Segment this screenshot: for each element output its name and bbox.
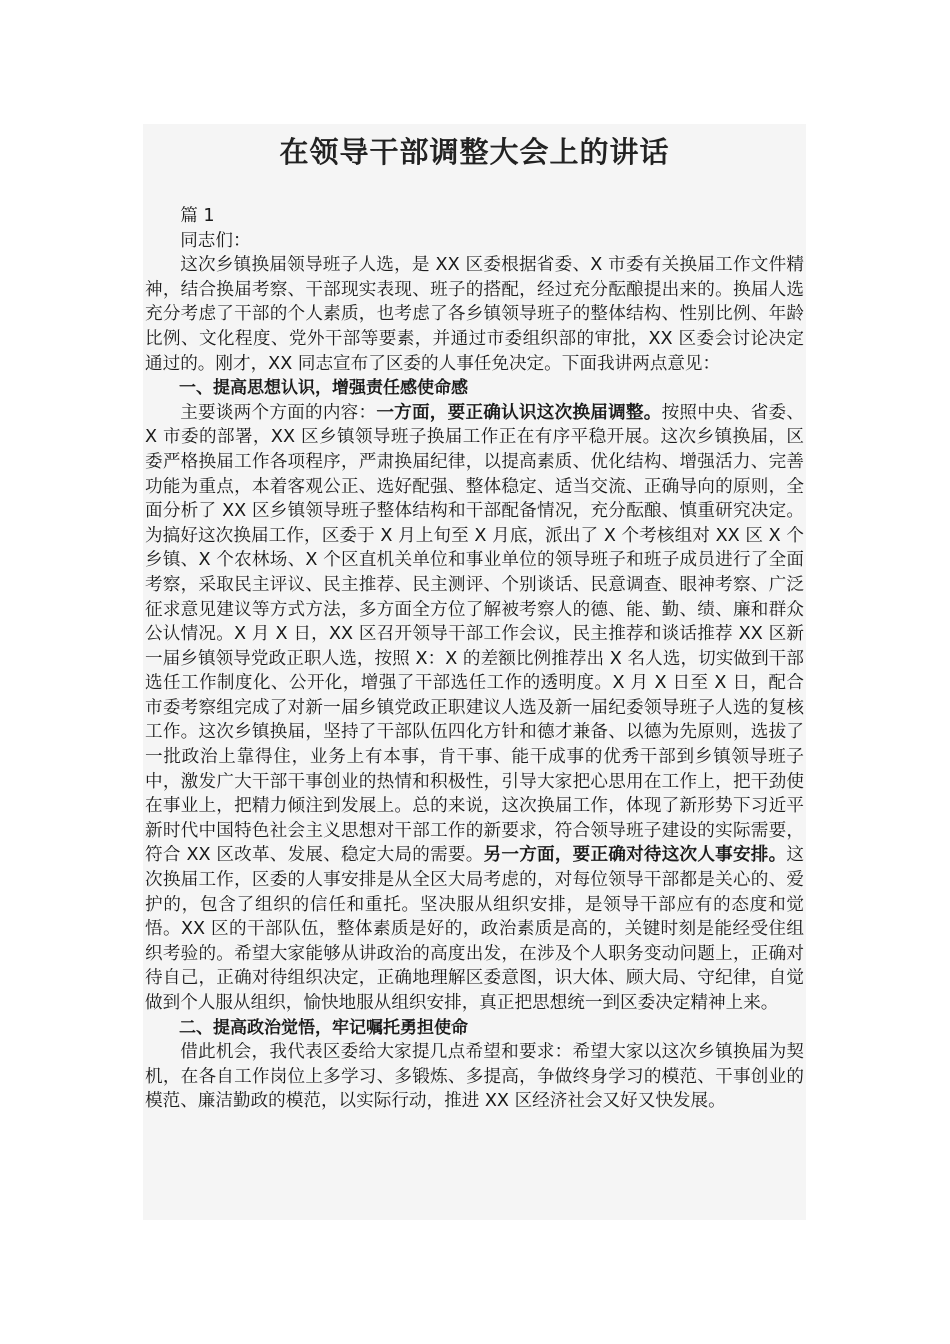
document-body — [145, 204, 804, 1114]
salutation: 同志们： — [180, 230, 251, 251]
paragraph-1-text-1: 按照中央、省委、X 市委的部署，XX 区乡镇领导班子换届工作正在有序平稳开展。这次乡镇换届，区委严格换届工作各项程序，严肃换届纪律，以提高素质、优化结构、增强活力、完善功能为重点，本着客观公正、选好配强、整体稳定、适当交流、正确导向的原则，全面分析了 XX 区乡镇领导班子整体结构和干部配备情况，充分酝酿、慎重研究决定。为搞好这次换届工作，区委于 X 月上旬至 X 月底，派出了 X 个考核组对 XX 区 X 个乡镇、X 个农林场、X 个区直机关单位和事业单位的领导班子和班子成员进行了全面考察，采取民主评议、民主推荐、民主测评、个别谈话、民意调查、眼神考察、广泛征求意见建议等方式方法，多方面全方位了解被考察人的德、能、勤、绩、廉和群众公认情况。X 月 X 日，XX 区召开领导干部工作会议，民主推荐和谈话推荐 XX 区新一届乡镇领导党政正职人选，按照 X：X 的差额比例推荐出 X 名人选，切实做到干部选任工作制度化、公开化，增强了干部选任工作的透明度。X 月 X 日至 X 日，配合市委考察组完成了对新一届乡镇党政正职建议人选及新一届纪委领导班子人选的复核工作。这次乡镇换届，坚持了干部队伍四化方针和德才兼备、以德为先原则，选拔了一批政治上靠得住，业务上有本事，肯干事、能干成事的优秀干部到乡镇领导班子中，激发广大干部干事创业的热情和积极性，引导大家把心思用在工作上，把干劲使在事业上，把精力倾注到发展上。总的来说，这次换届工作，体现了新形势下习近平新时代中国特色社会主义思想对干部工作的新要求，符合领导班子建设的实际需要，符合 XX 区改革、发展、稳定大局的需要。 — [145, 402, 804, 866]
paragraph-1-bold-1: 一方面，要正确认识这次换届调整。 — [376, 402, 662, 423]
document-page — [143, 124, 806, 1220]
section-heading-2: 二、提高政治觉悟，牢记嘱托勇担使命 — [179, 1017, 468, 1038]
document-title: 在领导干部调整大会上的讲话 — [279, 135, 670, 169]
paragraph-1-bold-2: 另一方面，要正确对待这次人事安排。 — [483, 845, 787, 866]
paragraph-1 — [145, 401, 804, 1016]
section-heading-1: 一、提高思想认识，增强责任感使命感 — [179, 378, 468, 399]
paragraph-2: 借此机会，我代表区委给大家提几点希望和要求：希望大家以这次乡镇换届为契机，在各自工作岗位上多学习、多锻炼、多提高，争做终身学习的模范、干事创业的模范、廉洁勤政的模范，以实际行动，推进 XX 区经济社会又好又快发展。 — [145, 1042, 804, 1112]
paragraph-1-text-2: 这次换届工作，区委的人事安排是从全区大局考虑的，对每位领导干部都是关心的、爱护的，包含了组织的信任和重托。坚决服从组织安排，是领导干部应有的态度和觉悟。XX 区的干部队伍，整体素质是好的，政治素质是高的，关键时刻是能经受住组织考验的。希望大家能够从讲政治的高度出发，在涉及个人职务变动问题上，正确对待自己，正确对待组织决定，正确地理解区委意图，识大体、顾大局、守纪律，自觉做到个人服从组织，愉快地服从组织安排，真正把思想统一到区委决定精神上来。 — [145, 845, 804, 1013]
section-label: 篇 1 — [180, 206, 215, 226]
paragraph-1-lead: 主要谈两个方面的内容： — [180, 402, 377, 423]
intro-paragraph: 这次乡镇换届领导班子人选，是 XX 区委根据省委、X 市委有关换届工作文件精神，结合换届考察、干部现实表现、班子的搭配，经过充分酝酿提出来的。换届人选充分考虑了干部的个人素质，也考虑了各乡镇领导班子的整体结构、性别比例、年龄比例、文化程度、党外干部等要素，并通过市委组织部的审批，XX 区委会讨论决定通过的。刚才，XX 同志宣布了区委的人事任免决定。下面我讲两点意见： — [145, 255, 804, 374]
